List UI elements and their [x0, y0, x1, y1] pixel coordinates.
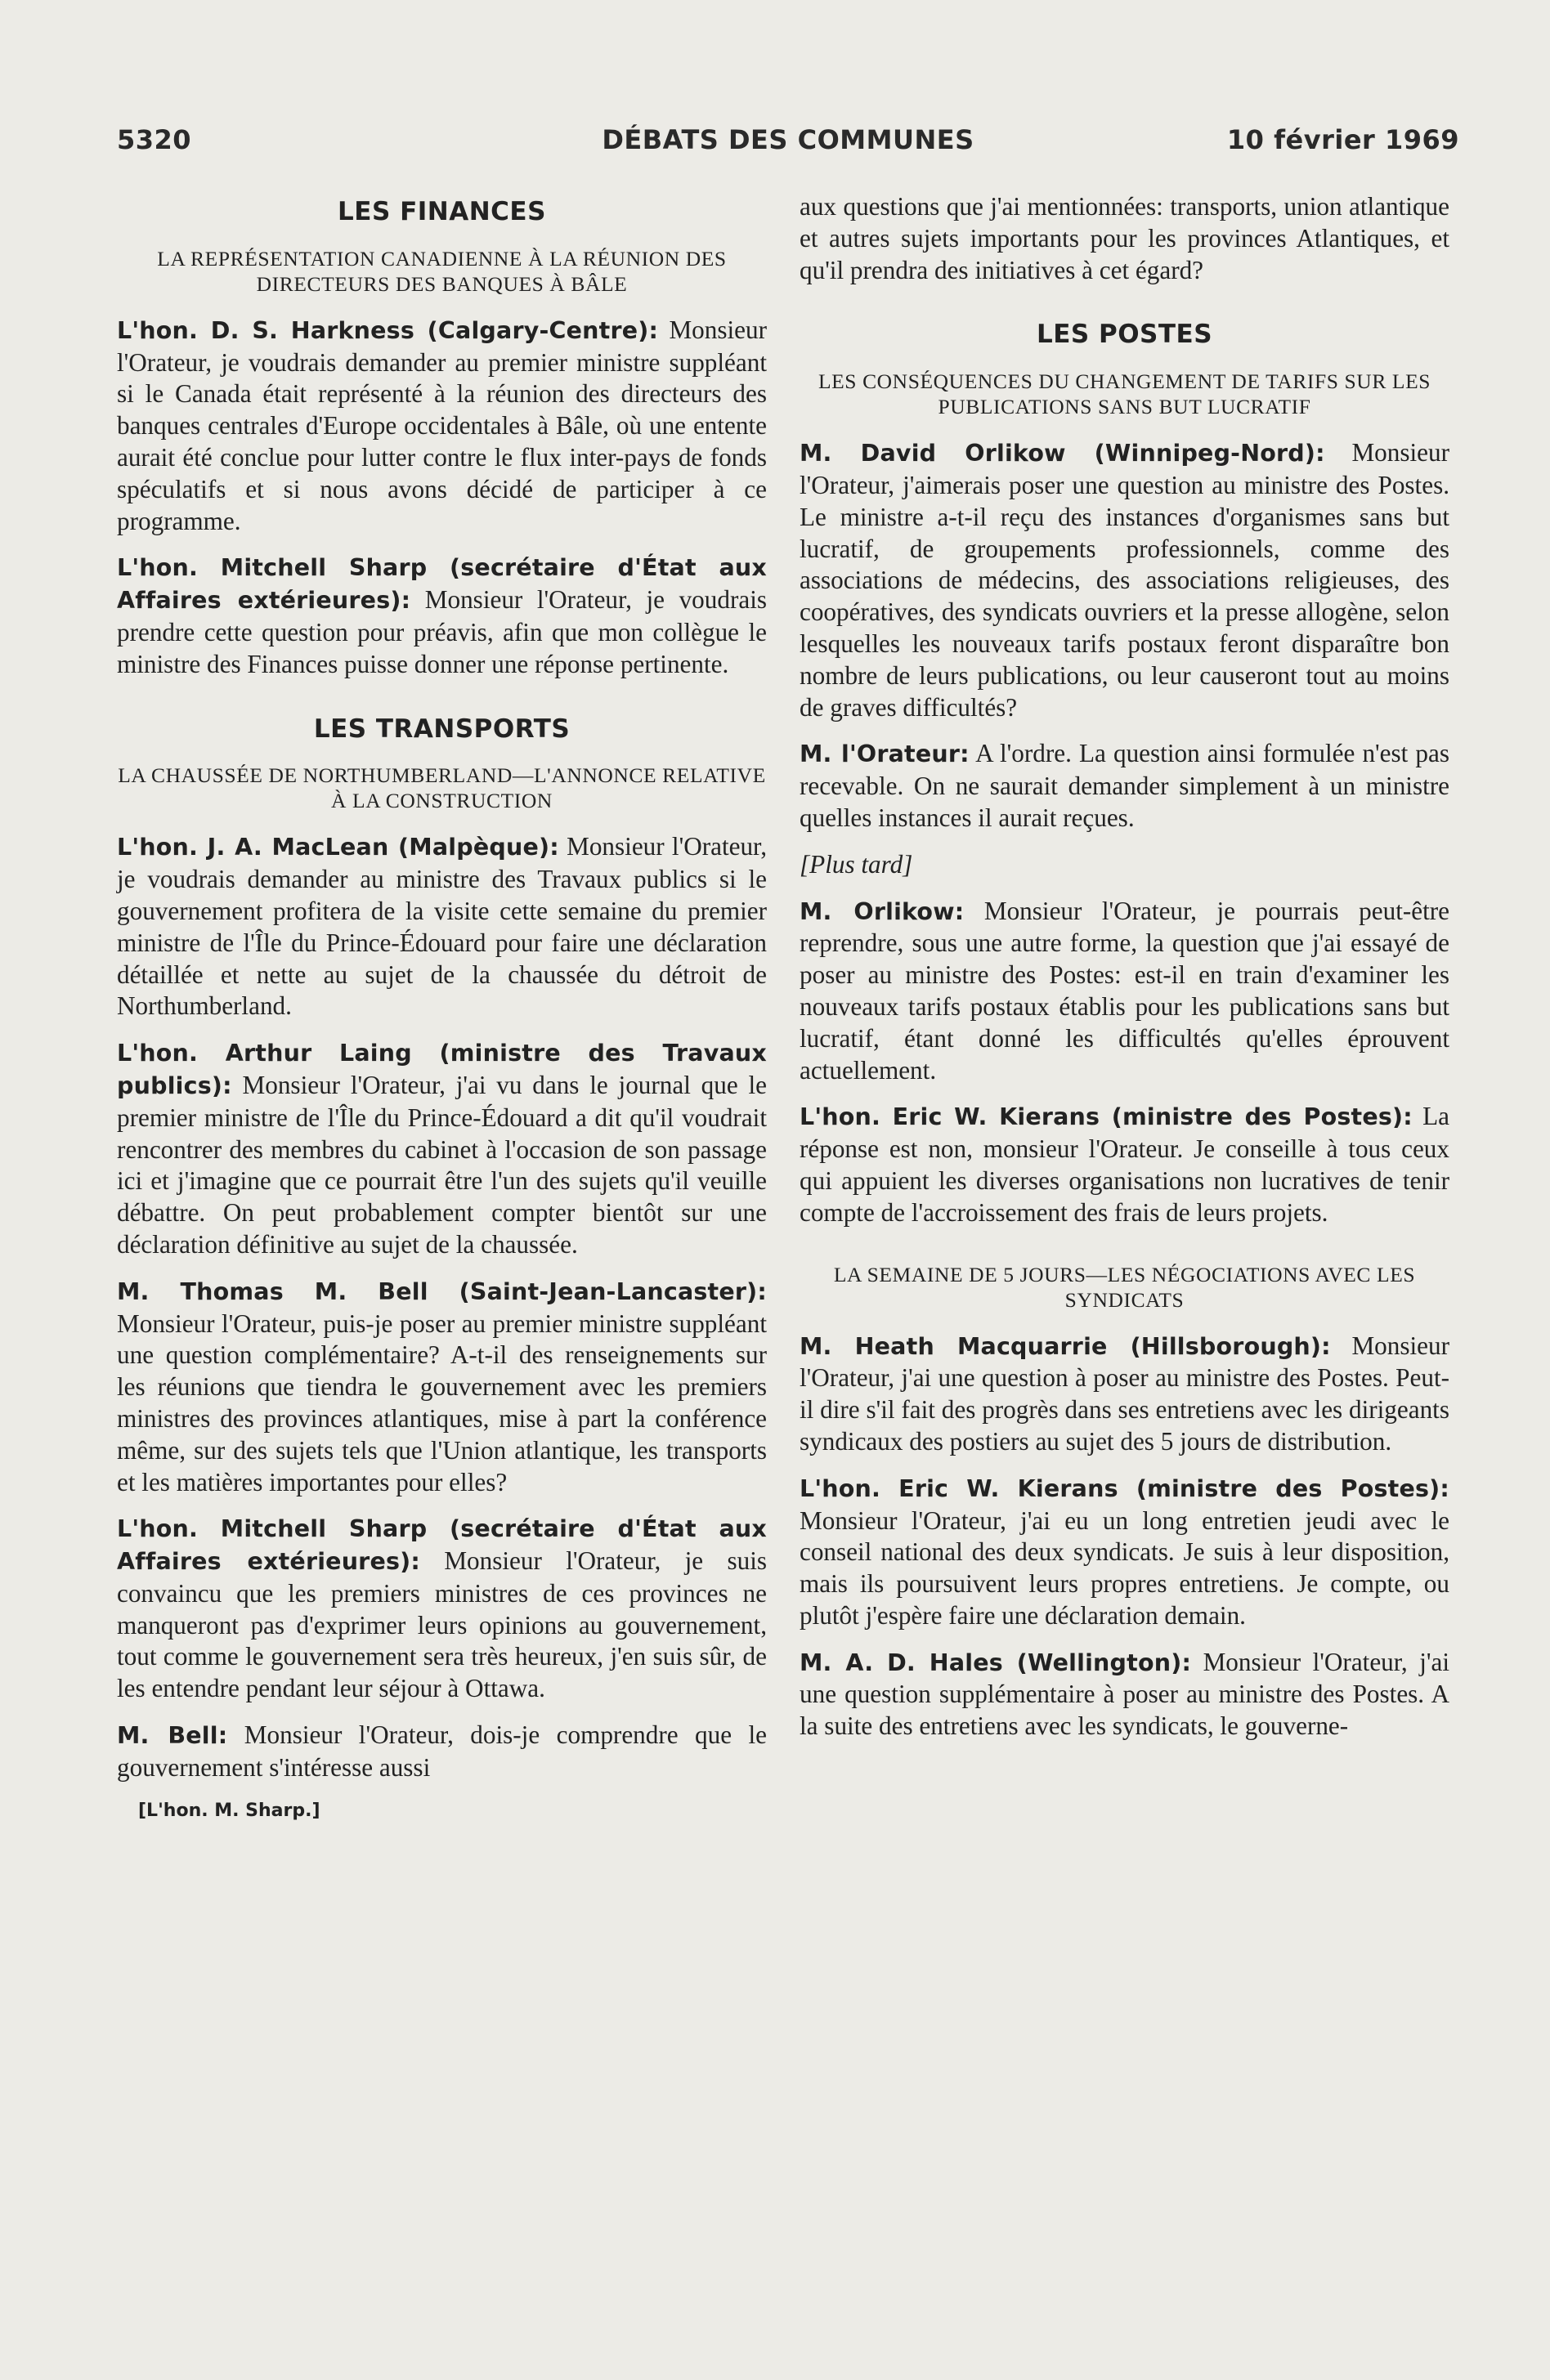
continuation-note: [L'hon. M. Sharp.]: [138, 1800, 320, 1821]
speaker-name: M. David Orlikow (Winnipeg-Nord):: [800, 440, 1325, 468]
paragraph: [800, 896, 1449, 1087]
paragraph: [800, 1647, 1449, 1742]
paragraph: [117, 1720, 767, 1784]
paragraph: [800, 1473, 1449, 1632]
paragraph: [800, 191, 1449, 286]
paragraph: [800, 437, 1449, 723]
speaker-name: L'hon. Mitchell Sharp (secrétaire d'État aux Affaires extérieures):: [117, 1515, 767, 1576]
speaker-name: M. A. D. Hales (Wellington):: [800, 1649, 1192, 1676]
page-header: [117, 124, 1459, 165]
issue-date: 10 février 1969: [1226, 124, 1459, 155]
speech-text: Monsieur l'Orateur, je voudrais demander au premier ministre suppléant si le Canada était représenté à la réunion des directeurs des banques centrales d'Europe occidentales à Bâle, où une entente aurait été conclue pour lutter contre le flux inter-pays de fonds spéculatifs et si nous avons décidé de participer à ce programme.: [117, 315, 767, 535]
journal-title: DÉBATS DES COMMUNES: [602, 124, 974, 155]
paragraph: [117, 315, 767, 538]
subsection-title-semaine: LA SEMAINE DE 5 JOURS—LES NÉGOCIATIONS AVEC LES SYNDICATS: [833, 1262, 1416, 1312]
paragraph: [800, 1331, 1449, 1458]
speaker-name: L'hon. Mitchell Sharp (secrétaire d'État aux Affaires extérieures):: [117, 554, 767, 615]
section-title-transports: LES TRANSPORTS: [313, 714, 571, 744]
speech-text: Monsieur l'Orateur, j'ai une question à poser au ministre des Postes. Peut-il dire s'il fait des progrès dans ses entretiens avec les dirigeants syndicaux des postiers au sujet des 5 jours de distribution.: [800, 1331, 1449, 1456]
speech-text: Monsieur l'Orateur, je suis convaincu que les premiers ministres de ces provinces ne manqueront pas d'exprimer leurs opinions au gouvernement, tout comme le gouvernement sera très heureux, j'en suis sûr, de les entendre pendant leur séjour à Ottawa.: [117, 1546, 768, 1703]
speech-text: Monsieur l'Orateur, puis-je poser au premier ministre suppléant une question complémentaire? A-t-il des renseignements sur les réunions que tiendra le gouvernement avec les premiers ministres des provinces atlantiques, mise à part la conférence même, sur des sujets tels que l'Union atlantique, les transports et les matières importantes pour elles?: [117, 1309, 767, 1496]
paragraph: [117, 1037, 767, 1261]
speech-text: La réponse est non, monsieur l'Orateur. Je conseille à tous ceux qui appuient les diverses organisations non lucratives de tenir compte de l'accroissement des frais de leurs projets.: [800, 1102, 1449, 1227]
speech-text: Monsieur l'Orateur, j'ai eu un long entretien jeudi avec le conseil national des deux syndicats. Je suis à leur disposition, mais ils poursuivent leurs propres entretiens. Je compte, ou plutôt j'espère faire une déclaration demain.: [800, 1505, 1449, 1630]
speech-text: Monsieur l'Orateur, je voudrais demander au ministre des Travaux publics si le gouvernement profitera de la visite cette semaine du premier ministre de l'Île du Prince-Édouard pour faire une déclaration détaillée et nette au sujet de la chaussée du détroit de Northumberland.: [117, 832, 767, 1021]
speaker-name: M. Heath Macquarrie (Hillsborough):: [800, 1332, 1331, 1360]
speech-text: Monsieur l'Orateur, dois-je comprendre que le gouvernement s'intéresse aussi: [117, 1720, 768, 1782]
paragraph: [117, 1276, 767, 1499]
paragraph: [800, 738, 1449, 834]
speech-text: aux questions que j'ai mentionnées: transports, union atlantique et autres sujets importants pour les provinces Atlantiques, et qu'il prendra des initiatives à cet égard?: [800, 192, 1449, 284]
speaker-name: M. Orlikow:: [800, 897, 965, 925]
page-number: 5320: [117, 124, 192, 155]
speech-text: Monsieur l'Orateur, j'aimerais poser une question au ministre des Postes. Le ministre a-t-il reçu des instances d'organismes sans but lucratif, de groupements professionnels, comme des associations de médecins, des associations religieuses, des coopératives, des syndicats ouvriers et la presse allogène, selon lesquelles les nouveaux tarifs postaux feront disparaître bon nombre de leurs publications, ou leur causeront tout au moins de graves difficultés?: [800, 438, 1449, 722]
speaker-name: L'hon. D. S. Harkness (Calgary-Centre):: [117, 316, 659, 344]
speaker-name: M. l'Orateur:: [800, 740, 970, 768]
paragraph: [117, 552, 767, 680]
section-title-finances: LES FINANCES: [338, 197, 546, 226]
paragraph: [800, 1101, 1449, 1228]
section-title-postes: LES POSTES: [1036, 320, 1213, 350]
paragraph: [117, 1513, 767, 1705]
speech-text: Monsieur l'Orateur, j'ai vu dans le journal que le premier ministre de l'Île du Prince-Édouard a dit qu'il voudrait rencontrer des membres du cabinet à l'occasion de son passage ici et j'imagine que ce pourrait être l'un des sujets qu'il veuille débattre. On peut probablement compter bientôt sur une déclaration définitive au sujet de la chaussée.: [117, 1070, 767, 1259]
speaker-name: L'hon. Eric W. Kierans (ministre des Postes):: [800, 1474, 1449, 1502]
speech-text: A l'ordre. La question ainsi formulée n'est pas recevable. On ne saurait demander simplement à un ministre quelles instances il aurait reçues.: [800, 739, 1449, 832]
subsection-title-northumberland: LA CHAUSSÉE DE NORTHUMBERLAND—L'ANNONCE RELATIVE À LA CONSTRUCTION: [118, 763, 766, 813]
speech-text: Monsieur l'Orateur, je pourrais peut-être reprendre, sous une autre forme, la question que j'ai essayé de poser au ministre des Postes: est-il en train d'examiner les nouveaux tarifs postaux établis pour les publications sans but lucratif, étant donné les difficultés qu'elles éprouvent actuellement.: [800, 896, 1449, 1085]
procedural-note: [Plus tard]: [800, 849, 913, 879]
speech-text: Monsieur l'Orateur, j'ai une question supplémentaire à poser au ministre des Postes. A la suite des entretiens avec les syndicats, le gouverne-: [800, 1647, 1449, 1741]
speaker-name: L'hon. Arthur Laing (ministre des Travaux publics):: [117, 1040, 767, 1099]
subsection-title-bale: LA REPRÉSENTATION CANADIENNE À LA RÉUNION DES DIRECTEURS DES BANQUES À BÂLE: [157, 246, 727, 296]
speaker-name: L'hon. J. A. MacLean (Malpèque):: [117, 834, 559, 861]
right-column: [800, 191, 1449, 1757]
subsection-title-tarifs: LES CONSÉQUENCES DU CHANGEMENT DE TARIFS SUR LES PUBLICATIONS SANS BUT LUCRATIF: [818, 369, 1431, 419]
speaker-name: M. Thomas M. Bell (Saint-Jean-Lancaster):: [117, 1277, 767, 1305]
speaker-name: M. Bell:: [117, 1722, 228, 1750]
speech-text: Monsieur l'Orateur, je voudrais prendre cette question pour préavis, afin que mon collègue le ministre des Finances puisse donner une réponse pertinente.: [117, 585, 767, 678]
speaker-name: L'hon. Eric W. Kierans (ministre des Postes):: [800, 1103, 1413, 1131]
paragraph: [117, 831, 767, 1022]
left-column: [117, 191, 767, 1827]
